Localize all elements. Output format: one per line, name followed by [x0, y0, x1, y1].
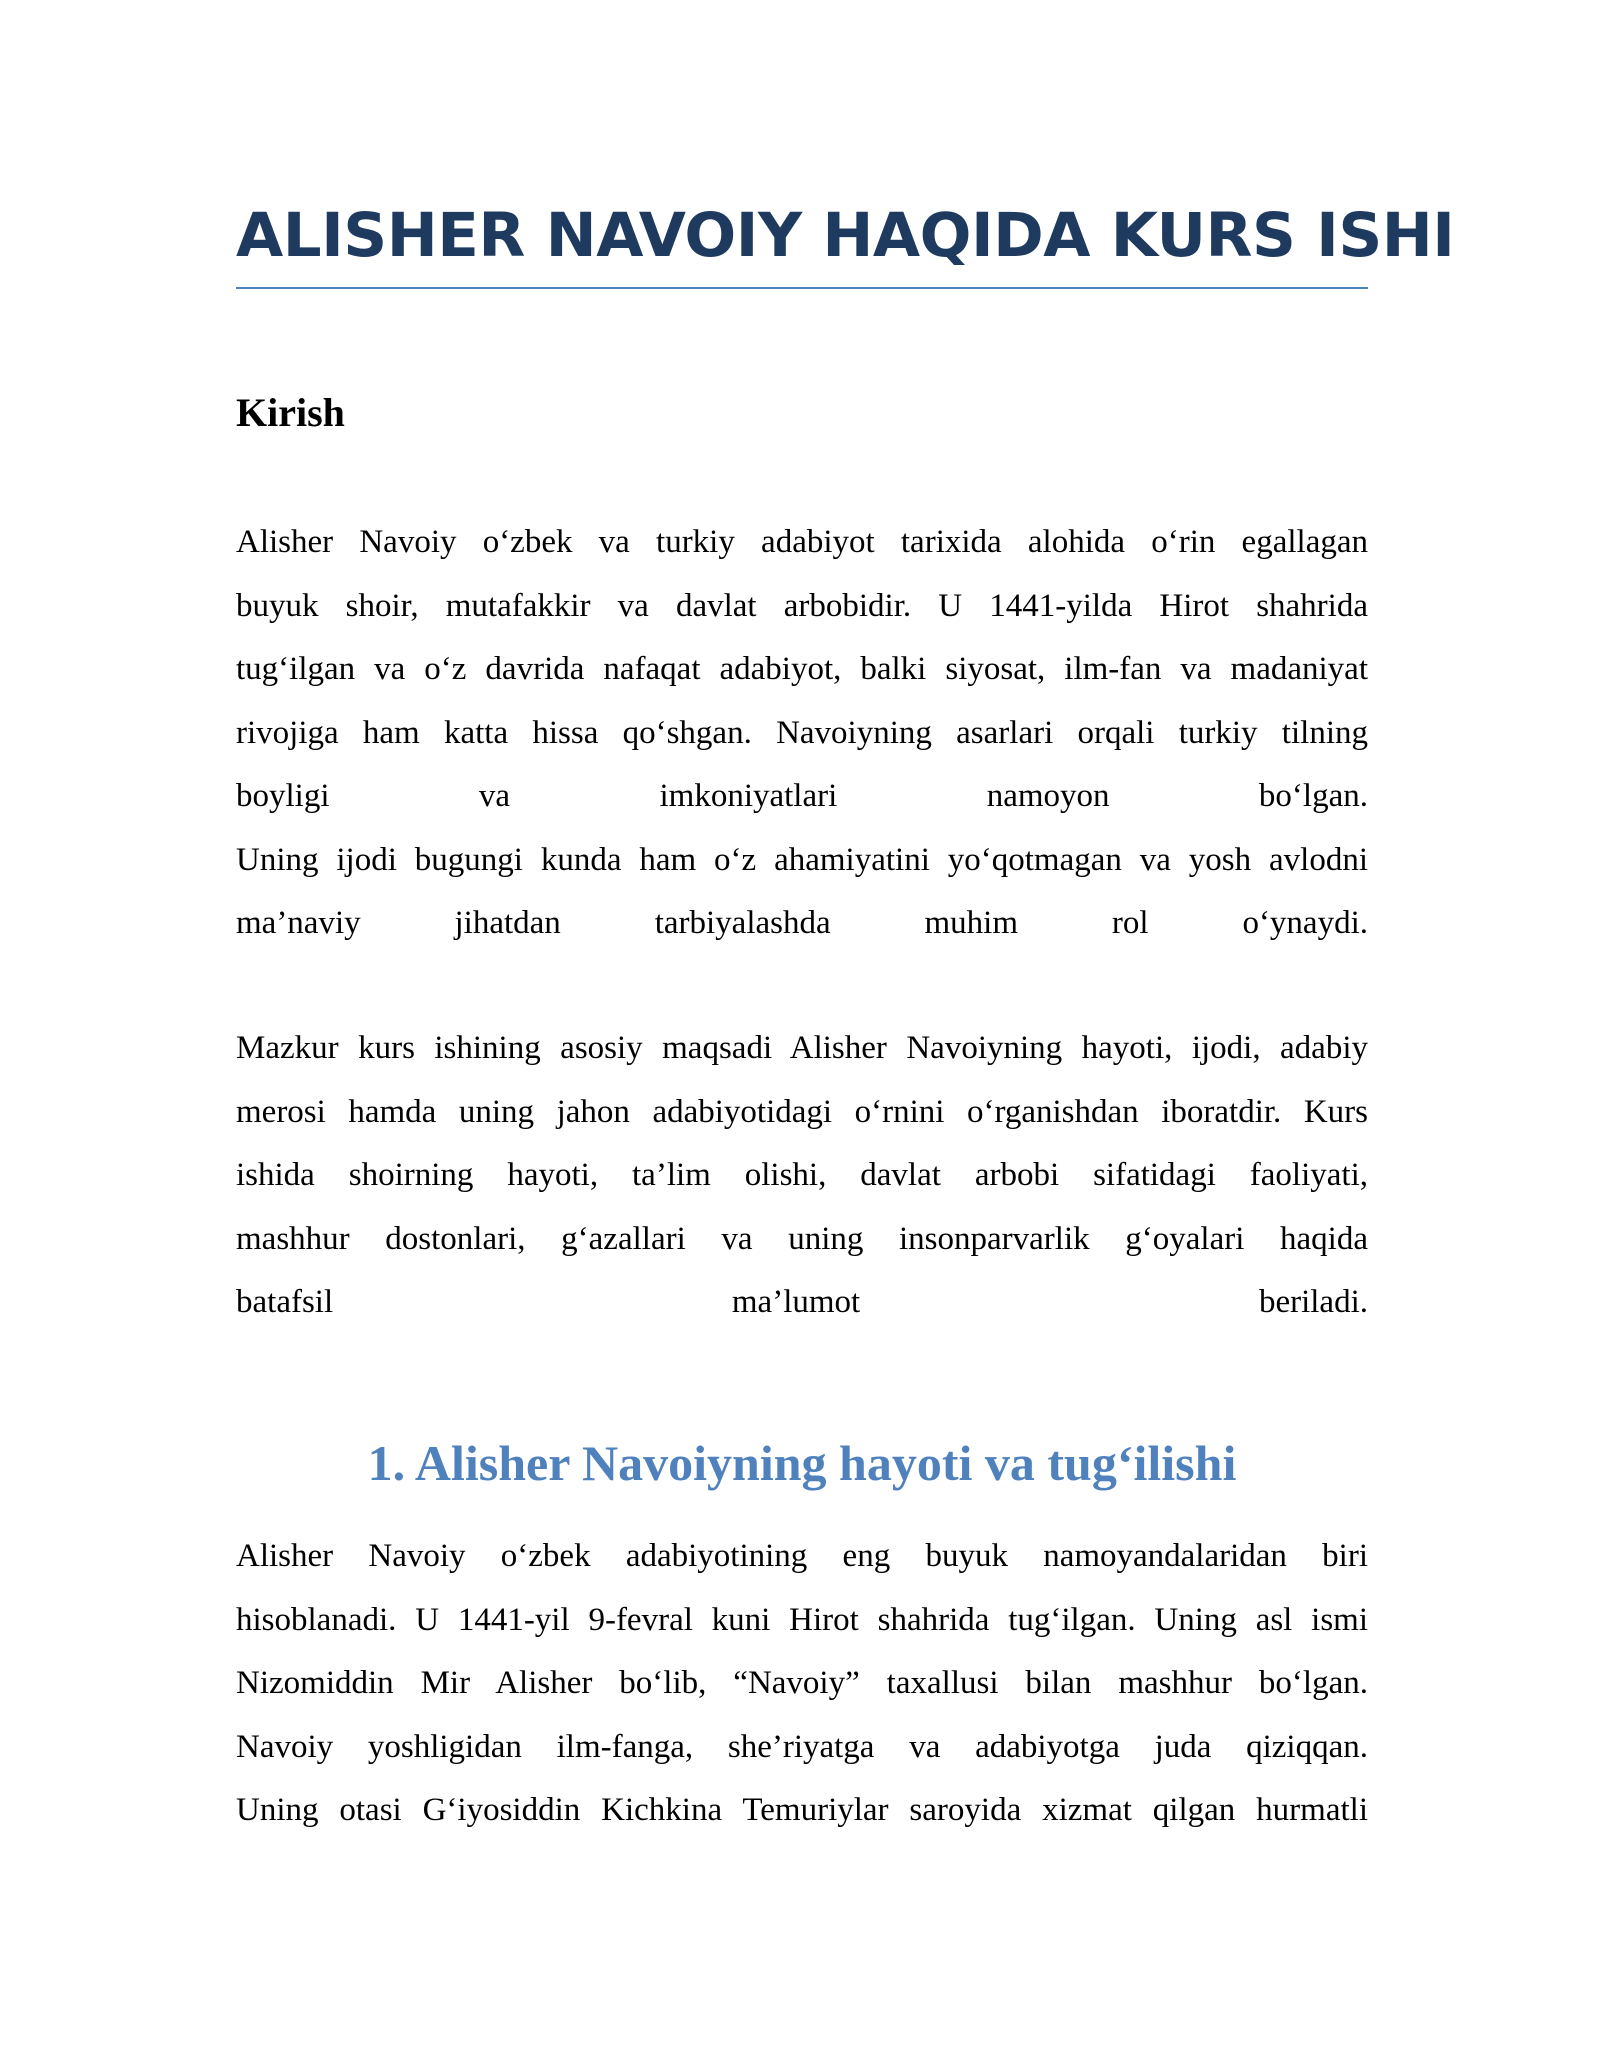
paragraph-line: rivojiga ham katta hissa qo‘shgan. Navoiyning asarlari orqali turkiy tilning	[236, 714, 1368, 751]
paragraph-line: Nizomiddin Mir Alisher bo‘lib, “Navoiy” taxallusi bilan mashhur bo‘lgan.	[236, 1665, 1368, 1701]
paragraph-line: Navoiy yoshligidan ilm-fanga, she’riyatga va adabiyotga juda qiziqqan.	[236, 1728, 1368, 1765]
paragraph-line: Uning ijodi bugungi kunda ham o‘z ahamiyatini yo‘qotmagan va yosh avlodni	[236, 841, 1368, 878]
paragraph-line: ma’naviy jihatdan tarbiyalashda muhim rol o‘ynaydi.	[236, 905, 1368, 941]
paragraph-line: mashhur dostonlari, g‘azallari va uning insonparvarlik g‘oyalari haqida	[236, 1220, 1368, 1257]
intro-paragraph-1	[236, 511, 1368, 956]
paragraph-line: batafsil ma’lumot beriladi.	[236, 1284, 1368, 1320]
section-1-paragraph	[236, 1525, 1368, 1843]
paragraph-line: tug‘ilgan va o‘z davrida nafaqat adabiyot, balki siyosat, ilm-fan va madaniyat	[236, 651, 1368, 687]
paragraph-line: Mazkur kurs ishining asosiy maqsadi Alisher Navoiyning hayoti, ijodi, adabiy	[236, 1030, 1368, 1066]
paragraph-line: boyligi va imkoniyatlari namoyon bo‘lgan.	[236, 778, 1368, 814]
document-title: ALISHER NAVOIY HAQIDA KURS ISHI	[236, 200, 1455, 271]
paragraph-line: ishida shoirning hayoti, ta’lim olishi, davlat arbobi sifatidagi faoliyati,	[236, 1157, 1368, 1193]
title-underline-rule	[236, 287, 1368, 289]
paragraph-line: Uning otasi G‘iyosiddin Kichkina Temuriylar saroyida xizmat qilgan hurmatli	[236, 1792, 1368, 1828]
paragraph-line: hisoblanadi. U 1441-yil 9-fevral kuni Hirot shahrida tug‘ilgan. Uning asl ismi	[236, 1601, 1368, 1638]
paragraph-line: Alisher Navoiy o‘zbek va turkiy adabiyot tarixida alohida o‘rin egallagan	[236, 524, 1368, 560]
paragraph-line: Alisher Navoiy o‘zbek adabiyotining eng buyuk namoyandalaridan biri	[236, 1538, 1368, 1574]
intro-heading: Kirish	[236, 390, 345, 435]
section-1-heading: 1. Alisher Navoiyning hayoti va tug‘ilishi	[367, 1435, 1237, 1491]
paragraph-line: merosi hamda uning jahon adabiyotidagi o‘rnini o‘rganishdan iboratdir. Kurs	[236, 1093, 1368, 1130]
intro-paragraph-2	[236, 1017, 1368, 1335]
paragraph-line: buyuk shoir, mutafakkir va davlat arbobidir. U 1441-yilda Hirot shahrida	[236, 587, 1368, 624]
